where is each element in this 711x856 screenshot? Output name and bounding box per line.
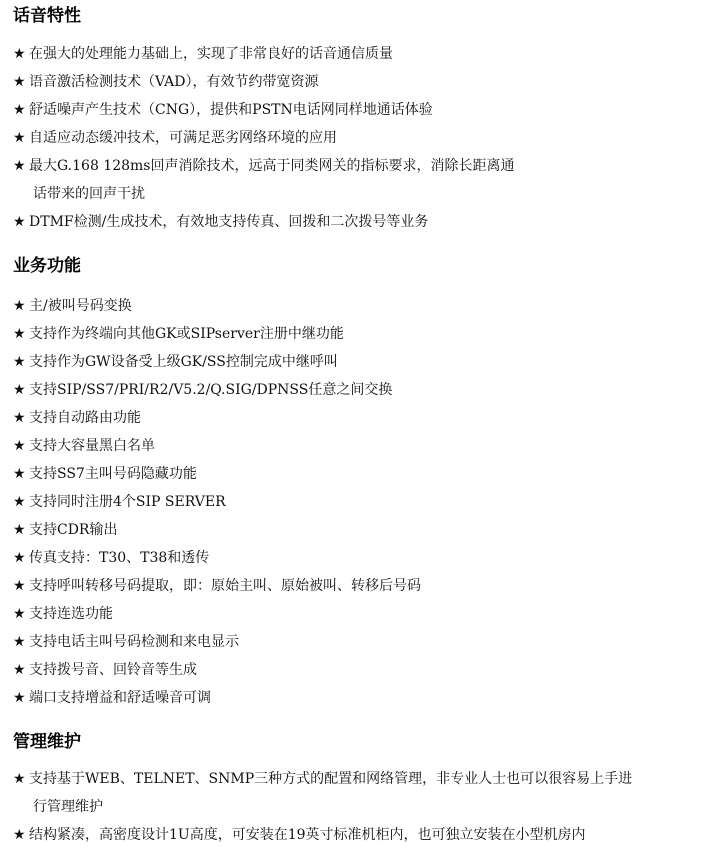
list-item — [13, 516, 703, 544]
list-item — [13, 376, 703, 404]
section-title-service-functions: 业务功能 — [13, 256, 81, 276]
star-bullet-icon: ★ — [13, 606, 26, 622]
list-item — [13, 821, 703, 849]
star-bullet-icon: ★ — [13, 771, 26, 787]
star-bullet-icon: ★ — [13, 827, 26, 843]
list-item-text: 端口支持增益和舒适噪音可调 — [29, 690, 211, 706]
list-item — [13, 656, 703, 684]
star-bullet-icon: ★ — [13, 690, 26, 706]
list-item-text: 支持作为终端向其他GK或SIPserver注册中继功能 — [29, 326, 344, 342]
star-bullet-icon: ★ — [13, 326, 26, 342]
list-item-text: 支持大容量黑白名单 — [29, 438, 155, 454]
list-item — [13, 40, 703, 68]
list-item — [13, 544, 703, 572]
list-item-text: 支持自动路由功能 — [29, 410, 141, 426]
list-item — [13, 208, 703, 236]
list-item-text: 支持SS7主叫号码隐藏功能 — [29, 466, 197, 482]
list-item-text: 最大G.168 128ms回声消除技术，远高于同类网关的指标要求，消除长距离通 — [29, 158, 515, 174]
star-bullet-icon: ★ — [13, 550, 26, 566]
section-title-management-maintenance: 管理维护 — [13, 732, 81, 752]
list-item-text: 支持连选功能 — [29, 606, 113, 622]
list-item — [13, 765, 703, 821]
star-bullet-icon: ★ — [13, 214, 26, 230]
star-bullet-icon: ★ — [13, 382, 26, 398]
list-item — [13, 348, 703, 376]
list-item — [13, 96, 703, 124]
list-item-text: 支持电话主叫号码检测和来电显示 — [29, 634, 239, 650]
list-item-text: 主/被叫号码变换 — [29, 298, 132, 314]
list-item-text: 支持SIP/SS7/PRI/R2/V5.2/Q.SIG/DPNSS任意之间交换 — [29, 382, 393, 398]
list-item — [13, 152, 703, 208]
list-item — [13, 124, 703, 152]
star-bullet-icon: ★ — [13, 74, 26, 90]
list-item — [13, 460, 703, 488]
list-item-text: 在强大的处理能力基础上，实现了非常良好的话音通信质量 — [29, 46, 393, 62]
list-item-text: 支持作为GW设备受上级GK/SS控制完成中继呼叫 — [29, 354, 338, 370]
star-bullet-icon: ★ — [13, 494, 26, 510]
list-item-text: DTMF检测/生成技术，有效地支持传真、回拨和二次拨号等业务 — [29, 214, 429, 230]
list-item-text: 支持基于WEB、TELNET、SNMP三种方式的配置和网络管理，非专业人士也可以很容易上手进 — [29, 771, 633, 787]
list-item — [13, 572, 703, 600]
list-item-text: 支持同时注册4个SIP SERVER — [29, 494, 226, 510]
star-bullet-icon: ★ — [13, 634, 26, 650]
list-item — [13, 320, 703, 348]
star-bullet-icon: ★ — [13, 438, 26, 454]
star-bullet-icon: ★ — [13, 522, 26, 538]
star-bullet-icon: ★ — [13, 130, 26, 146]
list-item — [13, 628, 703, 656]
star-bullet-icon: ★ — [13, 354, 26, 370]
star-bullet-icon: ★ — [13, 578, 26, 594]
star-bullet-icon: ★ — [13, 46, 26, 62]
list-item — [13, 432, 703, 460]
list-item-text: 自适应动态缓冲技术，可满足恶劣网络环境的应用 — [29, 130, 337, 146]
list-item — [13, 68, 703, 96]
list-item-text: 支持呼叫转移号码提取，即：原始主叫、原始被叫、转移后号码 — [29, 578, 421, 594]
list-item — [13, 684, 703, 712]
star-bullet-icon: ★ — [13, 662, 26, 678]
list-item — [13, 600, 703, 628]
list-item-text: 支持拨号音、回铃音等生成 — [29, 662, 197, 678]
list-item-text: 语音激活检测技术（VAD），有效节约带宽资源 — [29, 74, 319, 90]
star-bullet-icon: ★ — [13, 466, 26, 482]
list-item — [13, 404, 703, 432]
star-bullet-icon: ★ — [13, 102, 26, 118]
list-item-continuation: 话带来的回声干扰 — [33, 186, 145, 202]
list-item-text: 支持CDR输出 — [29, 522, 118, 538]
list-item-continuation: 行管理维护 — [33, 799, 103, 815]
list-item — [13, 488, 703, 516]
section-title-voice-features: 话音特性 — [13, 6, 81, 26]
star-bullet-icon: ★ — [13, 410, 26, 426]
list-item-text: 传真支持：T30、T38和透传 — [29, 550, 210, 566]
list-item-text: 结构紧凑，高密度设计1U高度，可安装在19英寸标准机柜内，也可独立安装在小型机房内 — [29, 827, 586, 843]
star-bullet-icon: ★ — [13, 298, 26, 314]
list-item — [13, 292, 703, 320]
star-bullet-icon: ★ — [13, 158, 26, 174]
list-item-text: 舒适噪声产生技术（CNG），提供和PSTN电话网同样地通话体验 — [29, 102, 433, 118]
